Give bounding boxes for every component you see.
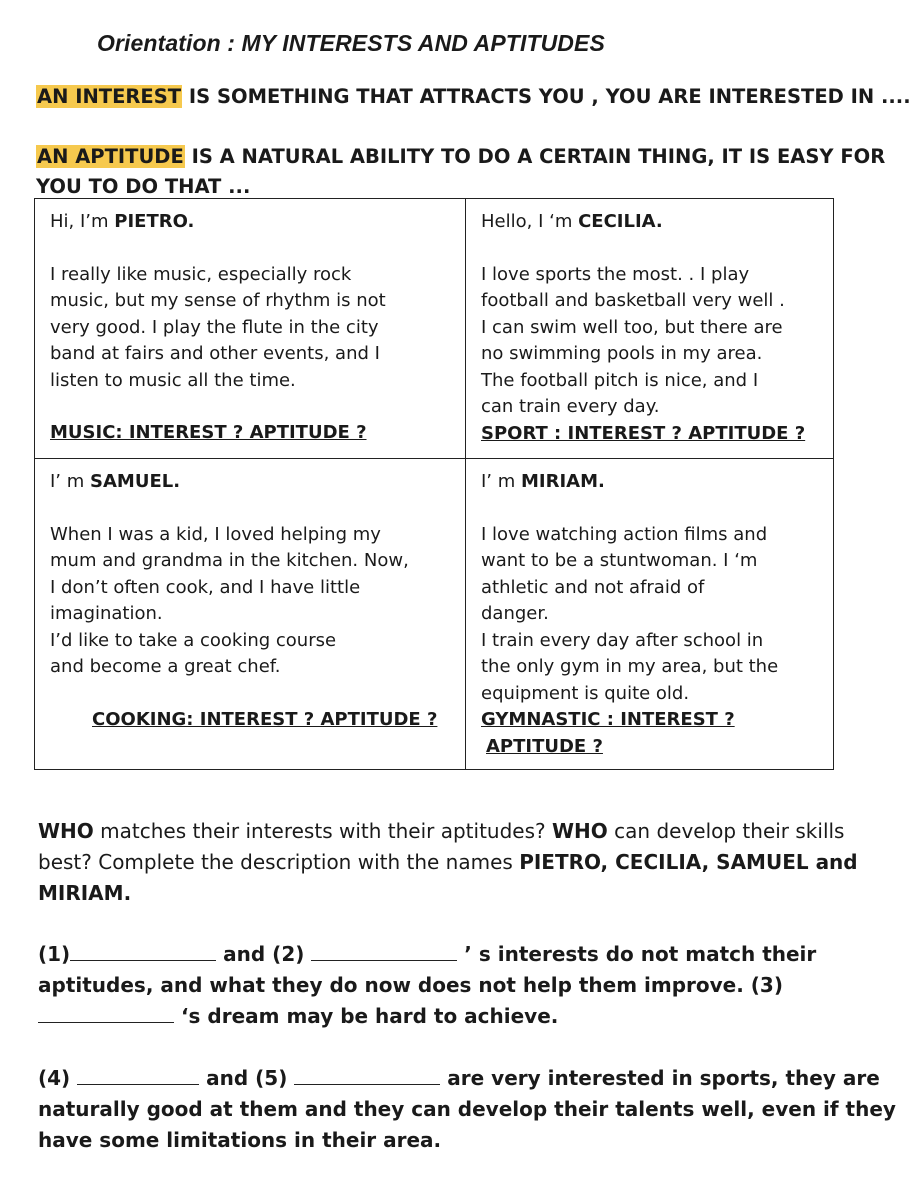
- profile-greeting: I’ m: [50, 471, 91, 492]
- instructions-text: matches their interests with their aptitudes?: [93, 819, 552, 843]
- profile-card-samuel: [35, 459, 466, 769]
- profile-card-miriam: [466, 459, 833, 769]
- exercise-paragraph-2: [38, 1063, 898, 1156]
- profile-name: MIRIAM.: [521, 471, 605, 492]
- exercise-text: and (2): [216, 942, 312, 966]
- answer-blank-1[interactable]: [70, 942, 216, 961]
- answer-blank-5[interactable]: [294, 1066, 440, 1085]
- blank-number: (1): [38, 942, 71, 966]
- profile-intro: [481, 209, 833, 236]
- aptitude-term-highlight: AN APTITUDE: [37, 145, 184, 168]
- profile-name: CECILIA.: [578, 211, 663, 232]
- exercise-paragraph-1: [38, 939, 898, 1032]
- names-list: PIETRO, CECILIA, SAMUEL and MIRIAM.: [38, 850, 858, 905]
- exercise-text: ‘s dream may be hard to achieve.: [174, 1004, 559, 1028]
- who-emphasis: WHO: [551, 819, 608, 843]
- profiles-table: [34, 198, 834, 770]
- exercise-text: and (5): [199, 1066, 295, 1090]
- interest-definition-text: IS SOMETHING THAT ATTRACTS YOU , YOU ARE INTERESTED IN ....: [182, 85, 911, 108]
- exercise-text: ’ s interests do not match their aptitudes, and what they do now does not help them improve. (3): [38, 942, 817, 997]
- profile-question: COOKING: INTEREST ? APTITUDE ?: [92, 708, 438, 730]
- profile-question: [481, 707, 833, 760]
- profile-greeting: Hello, I ‘m: [481, 211, 579, 232]
- profile-question: MUSIC: INTEREST ? APTITUDE ?: [50, 422, 367, 443]
- profile-card-cecilia: [466, 199, 833, 459]
- answer-blank-4[interactable]: [77, 1066, 199, 1085]
- interest-definition: [36, 82, 911, 112]
- profile-intro: [481, 469, 833, 496]
- profile-name: PIETRO.: [114, 211, 195, 232]
- answer-blank-3[interactable]: [38, 1004, 174, 1023]
- profile-question: SPORT : INTEREST ? APTITUDE ?: [481, 422, 806, 444]
- profile-description: I love watching action films and want to be a stuntwoman. I ‘m athletic and not afraid of danger. I train every day after school in the only gym in my area, but the equipment is quite old.: [481, 523, 779, 704]
- aptitude-definition: [36, 142, 896, 202]
- profile-description: I love sports the most. . I play football and basketball very well . I can swim well too, but there are no swimming pools in my area. The football pitch is nice, and I can train every day.: [481, 263, 785, 417]
- profile-question-line: GYMNASTIC : INTEREST ?: [481, 709, 735, 730]
- profile-name: SAMUEL.: [90, 471, 181, 492]
- instructions: [38, 816, 898, 909]
- profile-intro: [50, 469, 465, 496]
- who-emphasis: WHO: [38, 819, 94, 843]
- profile-card-pietro: [35, 199, 466, 459]
- interest-term-highlight: AN INTEREST: [37, 85, 182, 108]
- answer-blank-2[interactable]: [311, 942, 457, 961]
- page-title: Orientation : MY INTERESTS AND APTITUDES: [97, 30, 605, 56]
- profile-description: When I was a kid, I loved helping my mum and grandma in the kitchen. Now, I don’t often cook, and I have little imagination. I’d like to take a cooking course and become a great chef.: [50, 523, 409, 677]
- profile-greeting: Hi, I’m: [50, 211, 115, 232]
- aptitude-definition-text: IS A NATURAL ABILITY TO DO A CERTAIN THING, IT IS EASY FOR YOU TO DO THAT ...: [36, 145, 886, 198]
- instructions-text: can develop their skills best? Complete the description with the names: [38, 819, 845, 874]
- profile-description: I really like music, especially rock music, but my sense of rhythm is not very good. I play the flute in the city band at fairs and other events, and I listen to music all the time.: [50, 263, 386, 391]
- blank-number: (4): [38, 1066, 78, 1090]
- exercise-text: are very interested in sports, they are naturally good at them and they can develop their talents well, even if they have some limitations in their area.: [38, 1066, 896, 1152]
- profile-question-line: APTITUDE ?: [486, 735, 603, 757]
- profile-intro: [50, 209, 465, 236]
- profile-greeting: I’ m: [481, 471, 522, 492]
